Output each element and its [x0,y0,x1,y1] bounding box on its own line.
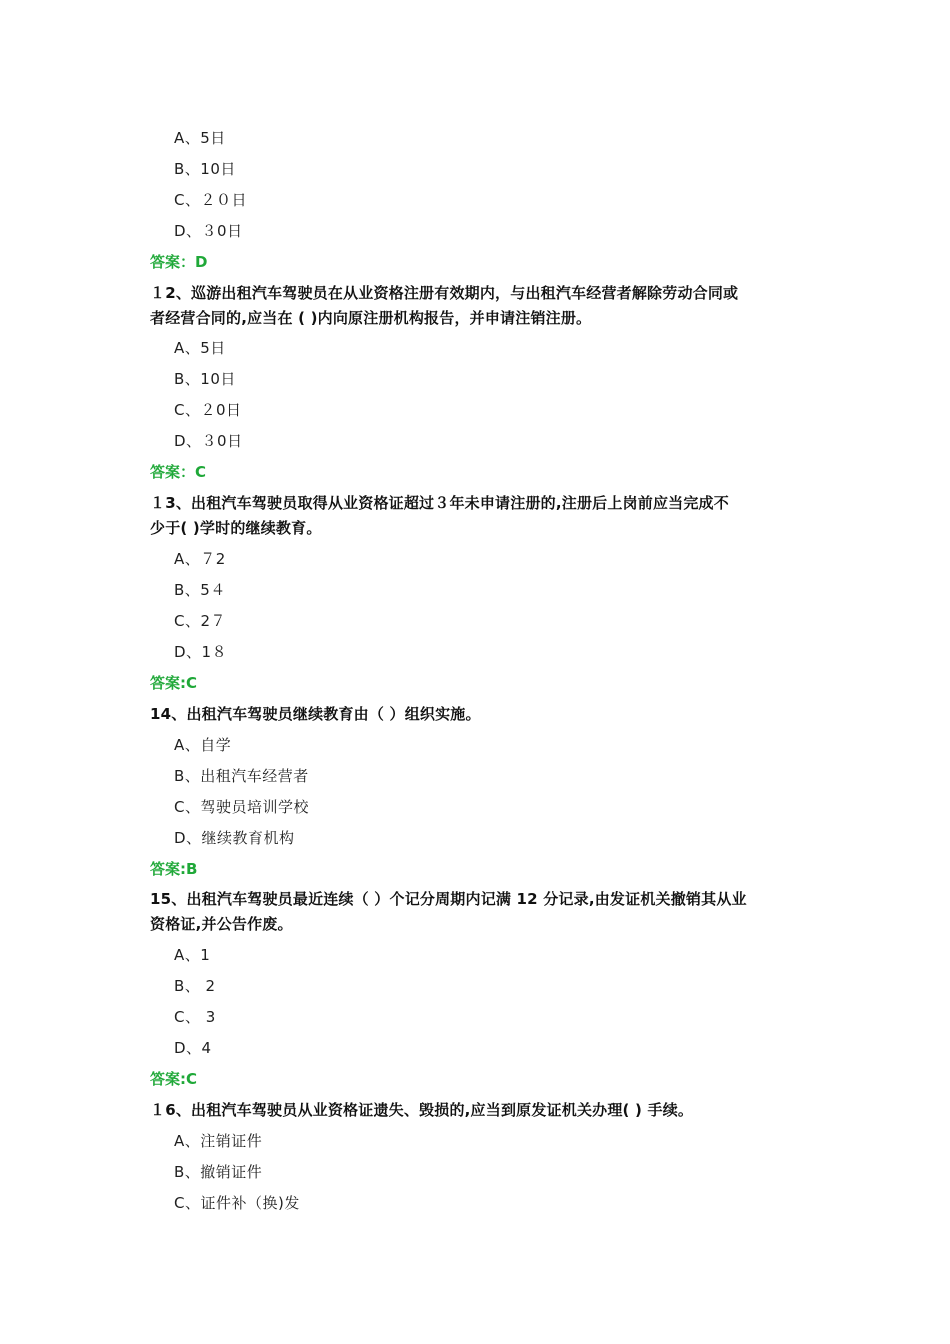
q15-text-line2: 资格证,并公告作废。 [150,915,293,933]
q11-option-c: C、２０日 [174,191,247,209]
q13-text-line2: 少于( )学时的继续教育。 [150,519,322,537]
q15-text-line1: 15、出租汽车驾驶员最近连续（ ）个记分周期内记满 12 分记录,由发证机关撤销其从业 [150,890,747,908]
q12-option-a: A、5日 [174,339,226,357]
q15-option-a: A、1 [174,946,211,964]
q13-option-c: C、2７ [174,612,227,630]
q14-option-c: C、驾驶员培训学校 [174,798,309,816]
q12-text-line1: １2、巡游出租汽车驾驶员在从业资格注册有效期内，与出租汽车经营者解除劳动合同或 [150,284,739,302]
q12-option-b: B、10日 [174,370,236,388]
q14-answer: 答案:B [150,860,198,878]
q11-option-b: B、10日 [174,160,236,178]
q12-option-c: C、２0日 [174,401,242,419]
q15-option-d: D、4 [174,1039,212,1057]
q16-option-b: B、撤销证件 [174,1163,263,1181]
q13-option-b: B、5４ [174,581,226,599]
q14-option-a: A、自学 [174,736,232,754]
q13-answer: 答案:C [150,674,198,692]
q11-option-d: D、３0日 [174,222,243,240]
q11-option-a: A、5日 [174,129,226,147]
q14-text-line1: 14、出租汽车驾驶员继续教育由（ ）组织实施。 [150,705,481,723]
q14-option-d: D、继续教育机构 [174,829,295,847]
q16-option-a: A、注销证件 [174,1132,263,1150]
q15-option-c: C、 3 [174,1008,216,1026]
q14-option-b: B、出租汽车经营者 [174,767,309,785]
q13-option-a: A、７2 [174,550,226,568]
q13-text-line1: １3、出租汽车驾驶员取得从业资格证超过３年未申请注册的,注册后上岗前应当完成不 [150,494,729,512]
q16-option-c: C、证件补（换)发 [174,1194,300,1212]
q12-answer: 答案：C [150,463,207,481]
q12-text-line2: 者经营合同的,应当在 ( )内向原注册机构报告，并申请注销注册。 [150,309,592,327]
q16-text-line1: １6、出租汽车驾驶员从业资格证遗失、毁损的,应当到原发证机关办理( ) 手续。 [150,1101,694,1119]
q12-option-d: D、３0日 [174,432,243,450]
q15-answer: 答案:C [150,1070,198,1088]
q11-answer: 答案：D [150,253,208,271]
q13-option-d: D、1８ [174,643,228,661]
q15-option-b: B、 2 [174,977,216,995]
